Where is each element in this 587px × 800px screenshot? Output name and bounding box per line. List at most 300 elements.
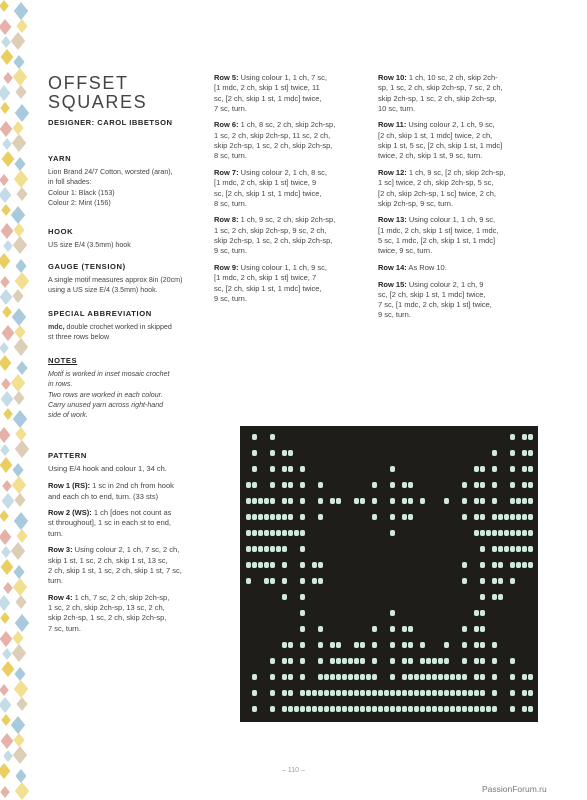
mint-stitch (282, 466, 287, 472)
row-instruction-line: 9 sc, turn. (378, 310, 411, 320)
mint-stitch (330, 706, 335, 712)
mint-stitch (462, 642, 467, 648)
mint-stitch (528, 482, 533, 488)
mint-stitch (528, 674, 533, 680)
border-petal (11, 374, 25, 392)
pattern-row (48, 545, 208, 586)
border-petal (0, 276, 10, 288)
mint-stitch (492, 546, 497, 552)
row-instruction-line: 1 sc] twice, 2 ch, skip 2ch-sp, 5 sc, (378, 178, 494, 188)
mint-stitch (252, 530, 257, 536)
mint-stitch (426, 706, 431, 712)
mint-stitch (510, 450, 515, 456)
row-label: Row 11: (378, 120, 407, 130)
row-instruction-line: skip 1 st, 5 sc, [2 ch, skip 1 st, 1 mdc] (378, 141, 503, 151)
mint-stitch (498, 546, 503, 552)
mint-stitch (480, 674, 485, 680)
row-instruction-line: sp, 1 sc, 2 ch, skip 2ch-sp, 7 sc, 2 ch, (378, 83, 503, 93)
mint-stitch (276, 530, 281, 536)
mint-stitch (366, 706, 371, 712)
mint-stitch (312, 562, 317, 568)
title-line-1: OFFSET (48, 73, 129, 93)
mint-stitch (336, 498, 341, 504)
mint-stitch (492, 658, 497, 664)
row-instruction-line: 8 sc, turn. (214, 151, 247, 161)
mint-stitch (270, 434, 275, 440)
mint-stitch (354, 690, 359, 696)
border-petal (0, 427, 10, 443)
border-petal (1, 559, 14, 575)
mint-stitch (528, 690, 533, 696)
mint-stitch (360, 658, 365, 664)
mint-stitch (516, 498, 521, 504)
mint-stitch (372, 498, 377, 504)
mint-stitch (444, 658, 449, 664)
border-petal (12, 289, 23, 303)
row-instruction-line: turn. (48, 576, 64, 586)
row-instruction-line: [2 ch, skip 2ch-sp, 1 sc] twice, 2 ch, (378, 188, 496, 198)
mint-stitch (432, 658, 437, 664)
row-instruction-line: sc, [2 ch, skip 1 st, 1 mdc] twice, (214, 283, 322, 293)
mint-stitch (312, 690, 317, 696)
mint-stitch (438, 658, 443, 664)
row-instruction-line: and each ch to end, turn. (33 sts) (48, 491, 159, 501)
pattern-row (378, 280, 542, 321)
row-label: Row 2 (WS): (48, 508, 92, 518)
border-petal (0, 529, 11, 545)
mint-stitch (504, 514, 509, 520)
mint-stitch (492, 482, 497, 488)
border-petal (0, 121, 12, 137)
mint-stitch (426, 658, 431, 664)
mint-stitch (480, 562, 485, 568)
mint-stitch (462, 706, 467, 712)
yarn-section (48, 154, 200, 208)
mint-stitch (282, 578, 287, 584)
border-petal (13, 733, 24, 747)
border-petal (12, 463, 23, 477)
border-petal (14, 680, 28, 698)
mint-stitch (510, 434, 515, 440)
mint-stitch (462, 626, 467, 632)
border-petal (0, 697, 11, 713)
mint-stitch (246, 530, 251, 536)
pattern-row (378, 263, 542, 273)
mint-stitch (402, 674, 407, 680)
border-petal (12, 308, 26, 326)
row-instruction-line: skip 1 st, 1 sc, 2 ch, skip 1 st, 13 sc, (48, 555, 168, 565)
mint-stitch (264, 530, 269, 536)
mint-stitch (408, 482, 413, 488)
pattern-section (48, 451, 208, 640)
mint-stitch (492, 514, 497, 520)
mint-stitch (252, 514, 257, 520)
mint-stitch (252, 562, 257, 568)
pattern-row (48, 481, 208, 502)
mint-stitch (444, 498, 449, 504)
border-petal (1, 546, 11, 558)
border-petal (0, 19, 11, 35)
mint-stitch (402, 706, 407, 712)
mint-stitch (492, 450, 497, 456)
mint-stitch (288, 530, 293, 536)
mint-stitch (498, 530, 503, 536)
border-petal (15, 104, 29, 122)
mint-stitch (264, 498, 269, 504)
mint-stitch (480, 610, 485, 616)
notes-details: Motif is worked in inset mosaic crochet in rows. Two rows are worked in each colour. Carry unused yarn across right-hand side of work. (48, 370, 170, 420)
mint-stitch (282, 658, 287, 664)
mint-stitch (438, 674, 443, 680)
border-petal (15, 272, 29, 290)
border-petal (15, 259, 26, 273)
border-petal (1, 49, 14, 65)
mint-stitch (270, 706, 275, 712)
border-petal (13, 223, 24, 237)
mint-stitch (300, 706, 305, 712)
mint-stitch (276, 546, 281, 552)
row-instruction-line: 1 ch [does not count as (91, 508, 172, 518)
mint-stitch (522, 466, 527, 472)
mint-stitch (318, 514, 323, 520)
mint-stitch (306, 706, 311, 712)
mint-stitch (498, 578, 503, 584)
border-petal (15, 85, 26, 99)
mint-stitch (264, 546, 269, 552)
mint-stitch (246, 546, 251, 552)
mint-stitch (510, 690, 515, 696)
mint-stitch (270, 530, 275, 536)
border-petal (3, 240, 13, 252)
mint-stitch (474, 626, 479, 632)
row-instruction-line: sc, [2 ch, skip 1 st, 1 mdc] twice, (378, 289, 486, 299)
abbreviation-section (48, 309, 200, 343)
pattern-row (378, 120, 542, 161)
pattern-row (48, 593, 208, 634)
row-instruction-line: turn. (48, 528, 64, 538)
hook-section (48, 227, 200, 250)
mint-stitch (252, 498, 257, 504)
mint-stitch (390, 610, 395, 616)
mint-stitch (366, 690, 371, 696)
border-petal (0, 684, 9, 696)
mint-stitch (360, 690, 365, 696)
row-instruction-line: skip 2ch-sp, 1 sc, 2 ch, skip 2ch-sp, (214, 141, 333, 151)
row-instruction-line: sc, [2 ch, skip 1 st, 1 mdc] twice, (214, 188, 322, 198)
mint-stitch (300, 674, 305, 680)
mint-stitch (414, 706, 419, 712)
border-petal (14, 170, 28, 188)
border-petal (1, 714, 11, 726)
mint-stitch (300, 546, 305, 552)
mint-stitch (354, 706, 359, 712)
mint-stitch (522, 482, 527, 488)
mint-stitch (252, 434, 257, 440)
mint-stitch (300, 482, 305, 488)
mint-stitch (498, 594, 503, 600)
mint-stitch (516, 530, 521, 536)
border-petal (16, 19, 27, 33)
mint-stitch (480, 706, 485, 712)
mint-stitch (288, 690, 293, 696)
mint-stitch (528, 466, 533, 472)
abbreviation-heading: SPECIAL ABBREVIATION (48, 309, 152, 318)
border-petal (12, 134, 26, 152)
mint-stitch (462, 514, 467, 520)
mint-stitch (456, 690, 461, 696)
row-label: Row 6: (214, 120, 239, 130)
mint-stitch (480, 514, 485, 520)
mint-stitch (468, 706, 473, 712)
mint-stitch (390, 674, 395, 680)
row-instruction-line: Using colour 2, 1 ch, 8 sc, (238, 167, 327, 177)
mint-stitch (288, 466, 293, 472)
mint-stitch (510, 674, 515, 680)
mint-stitch (360, 674, 365, 680)
mint-stitch (282, 514, 287, 520)
mint-stitch (372, 690, 377, 696)
mint-stitch (282, 594, 287, 600)
border-petal (14, 667, 25, 681)
pattern-row (214, 168, 374, 209)
row-instruction-line: skip 2ch-sp, 1 sc, 2 ch, skip 2ch-sp, (378, 93, 497, 103)
row-instruction-line: [1 mdc, 2 ch, skip 1 st] twice, 1 mdc, (378, 225, 499, 235)
mint-stitch (492, 706, 497, 712)
mint-stitch (318, 706, 323, 712)
mint-stitch (288, 498, 293, 504)
mint-stitch (294, 530, 299, 536)
mint-stitch (474, 674, 479, 680)
mint-stitch (528, 498, 533, 504)
watermark: PassionForum.ru (482, 784, 547, 794)
mint-stitch (336, 674, 341, 680)
mint-stitch (522, 674, 527, 680)
border-petal (1, 204, 11, 216)
mint-stitch (246, 562, 251, 568)
mint-stitch (378, 706, 383, 712)
border-petal (1, 223, 14, 239)
row-label: Row 4: (48, 592, 73, 602)
mint-stitch (390, 498, 395, 504)
border-petal (0, 355, 11, 371)
mint-stitch (474, 690, 479, 696)
mint-stitch (438, 706, 443, 712)
border-petal (14, 493, 25, 507)
mint-stitch (270, 546, 275, 552)
mint-stitch (336, 706, 341, 712)
row-label: Row 7: (214, 167, 239, 177)
mint-stitch (270, 466, 275, 472)
mint-stitch (522, 562, 527, 568)
mint-stitch (474, 482, 479, 488)
border-petal (3, 582, 13, 594)
mint-stitch (462, 658, 467, 664)
mint-stitch (300, 626, 305, 632)
row-instruction-line: sc, [2 ch, skip 1 st, 1 mdc] twice, (214, 93, 322, 103)
mint-stitch (390, 482, 395, 488)
pattern-row (378, 73, 542, 114)
row-instruction-line: 1 sc, 2 ch, skip 2ch-sp, 9 sc, 2 ch, (214, 225, 327, 235)
border-petal (1, 733, 14, 749)
mint-stitch (456, 706, 461, 712)
mint-stitch (522, 690, 527, 696)
row-instruction-line: 1 ch, 7 sc, 2 ch, skip 2ch-sp, (72, 592, 170, 602)
mint-stitch (522, 498, 527, 504)
mint-stitch (270, 658, 275, 664)
mint-stitch (300, 562, 305, 568)
border-petal (16, 529, 27, 543)
border-petal (2, 648, 12, 660)
border-petal (13, 391, 24, 405)
border-petal (14, 512, 28, 530)
border-petal (11, 716, 25, 734)
mint-stitch (354, 642, 359, 648)
mint-stitch (456, 674, 461, 680)
mint-stitch (390, 514, 395, 520)
mint-stitch (408, 706, 413, 712)
row-instruction-line: skip 2ch-sp, 9 sc, turn. (378, 198, 454, 208)
mint-stitch (252, 674, 257, 680)
border-petal (0, 102, 10, 114)
mint-stitch (480, 690, 485, 696)
border-petal (15, 614, 29, 632)
row-label: Row 13: (378, 215, 407, 225)
row-instruction-line: 1 ch, 9 sc, 2 ch, skip 2ch-sp, (238, 215, 336, 225)
mint-stitch (462, 578, 467, 584)
mint-stitch (390, 466, 395, 472)
row-instruction-line: 1 sc in 2nd ch from hook (90, 481, 174, 491)
border-petal (16, 697, 27, 711)
mint-stitch (492, 578, 497, 584)
mint-stitch (372, 674, 377, 680)
mint-stitch (318, 690, 323, 696)
border-petal (11, 206, 25, 224)
mint-stitch (432, 706, 437, 712)
mint-stitch (528, 530, 533, 536)
border-petal (3, 408, 13, 420)
border-petal (3, 72, 13, 84)
mint-stitch (474, 530, 479, 536)
row-instruction-line: 1 ch, 10 sc, 2 ch, skip 2ch- (406, 73, 498, 82)
mint-stitch (354, 498, 359, 504)
mint-stitch (510, 546, 515, 552)
border-petal (0, 85, 10, 101)
border-petal (13, 578, 27, 596)
mint-stitch (282, 530, 287, 536)
row-label: Row 15: (378, 279, 407, 289)
mint-stitch (492, 498, 497, 504)
border-petal (11, 32, 25, 50)
gauge-section (48, 262, 200, 296)
mint-stitch (414, 674, 419, 680)
mint-stitch (486, 706, 491, 712)
mint-stitch (258, 546, 263, 552)
border-petal (15, 595, 26, 609)
pattern-row (214, 215, 374, 256)
border-petal (2, 325, 15, 341)
mint-stitch (300, 498, 305, 504)
border-petal (1, 391, 14, 407)
mint-stitch (474, 658, 479, 664)
mint-stitch (408, 642, 413, 648)
mint-stitch (360, 642, 365, 648)
border-petal (0, 174, 9, 186)
border-petal (1, 36, 11, 48)
mint-stitch (258, 562, 263, 568)
mint-stitch (270, 690, 275, 696)
border-petal (12, 476, 26, 494)
mint-stitch (420, 706, 425, 712)
mint-stitch (516, 514, 521, 520)
border-petal (13, 55, 24, 69)
border-petal (2, 493, 15, 509)
mint-stitch (354, 658, 359, 664)
mint-stitch (402, 498, 407, 504)
mint-stitch (420, 658, 425, 664)
mint-stitch (372, 626, 377, 632)
row-instruction-line: Using colour 1, 1 ch, 9 sc, (406, 215, 496, 225)
mint-stitch (444, 706, 449, 712)
row-instruction-line: 7 sc, turn. (214, 103, 247, 113)
mint-stitch (384, 690, 389, 696)
mint-stitch (324, 690, 329, 696)
mint-stitch (270, 562, 275, 568)
row-instruction-line: skip 2ch-sp, 1 sc, 2 ch, skip 2ch-sp, (48, 613, 167, 623)
hook-heading: HOOK (48, 227, 74, 236)
mint-stitch (372, 706, 377, 712)
mint-stitch (318, 674, 323, 680)
mint-stitch (480, 578, 485, 584)
mint-stitch (474, 642, 479, 648)
mint-stitch (348, 658, 353, 664)
mint-stitch (378, 690, 383, 696)
mint-stitch (252, 706, 257, 712)
mint-stitch (492, 530, 497, 536)
mint-stitch (288, 450, 293, 456)
border-petal (15, 427, 26, 441)
mint-stitch (342, 674, 347, 680)
mint-stitch (432, 674, 437, 680)
border-petal (0, 0, 9, 12)
row-instruction-line: Using colour 1, 1 ch, 9 sc, (238, 262, 327, 272)
border-petal (15, 440, 29, 458)
mint-stitch (408, 674, 413, 680)
notes-heading: NOTES (48, 356, 78, 365)
border-petal (12, 644, 26, 662)
mint-stitch (348, 706, 353, 712)
border-petal (0, 342, 9, 354)
pattern-heading: PATTERN (48, 451, 87, 460)
mint-stitch (462, 562, 467, 568)
mint-stitch (510, 466, 515, 472)
mint-stitch (504, 530, 509, 536)
mint-stitch (462, 498, 467, 504)
hook-details: US size E/4 (3.5mm) hook (48, 241, 131, 249)
mint-stitch (354, 674, 359, 680)
mint-stitch (288, 642, 293, 648)
mint-stitch (372, 482, 377, 488)
pattern-rows-right (378, 73, 542, 327)
border-petal (0, 631, 12, 647)
mint-stitch (270, 498, 275, 504)
mint-stitch (480, 482, 485, 488)
mint-stitch (300, 514, 305, 520)
border-petal (14, 157, 25, 171)
mint-stitch (480, 642, 485, 648)
mint-stitch (444, 674, 449, 680)
gauge-heading: GAUGE (TENSION) (48, 262, 126, 271)
row-instruction-line: 5 sc, 1 mdc, [2 ch, skip 1 st, 1 mdc] (378, 236, 496, 246)
